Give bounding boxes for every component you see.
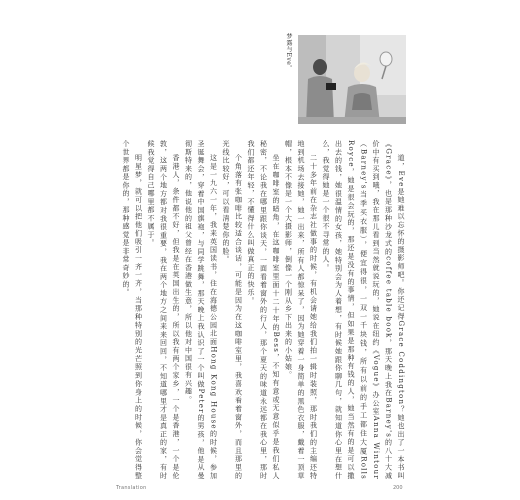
paragraph: 明星梦，就可以把他们吸引一齐一齐，当那种特别的光芒照到你身上的时候，你会觉得整个世界都是你的，那种感觉是非常奇妙的。 [122, 140, 143, 480]
paragraph: 坐在咖啡室的暗角，在这咖啡室里面十二十年的Bess，不知有意或无意似乎是我们私人秘密，不论我在哪里跟你谈天，一面看着窗外的行人，那个夏天的味道永远都在我心里，那时我们都还年轻，不懂得什么叫做真正的快乐。 [247, 140, 280, 480]
photo [298, 35, 406, 124]
paragraph: 香港人，条件都不好，但我是在英国出生的，所以我有两个家乡，一个是香港，一个是伦敦，这两个地方都对我很重要，我在两个地方之间来来回回，不知道哪里才是真正的家，有时候我觉得自己哪里都不属于。 [147, 140, 180, 480]
photo-illustration [298, 35, 406, 124]
photo-caption: 梦露与Eve。 [285, 33, 292, 72]
paragraph: 道，Eve是她难以忘怀的摄影师吧。你还记得Grace Coddington？她也出了一本书叫《Grace》，也是那种沙龙式的coffee table book，那天晚上我在Barney's的八十大减价中有买到哦，我在那儿看到当然就说玩的，她说在纽约《Vogue》办公室Anna Wintour（Barney's当季买衣服），便宜得很，一双一千块钱，所有以前的手工都住大厦Rolls Royce，她是很会玩的，那还是没有的事情，但如果是那种有钱的人，她当然有的是可以撒出去的钱，她很温情的女孩，她特别会为人着想，有时候她跟你聊几句，就知道你心里在想什么，我觉得她是一个很不寻常的人。 [322, 140, 405, 480]
vertical-body-text [115, 140, 407, 480]
page-number: 200 [393, 485, 403, 491]
paragraph: 这是一九六一年，我来英国读书，住在海德公园北面Hong Kong House的时候，参加圣诞舞会，穿着中国旗袍，与同学跳舞，那天晚上我认识了一个叫做Peter的男孩，他是从曼彻斯特来的，他说他的祖父曾经在香港做生意，所以他对中国很有兴趣。 [184, 140, 218, 480]
paragraph: 个角落有张咖啡比较适合谈话，可能是因为在这咖啡室里，我喜欢看着窗外，而且那里的光线比较好，可以看清楚你的脸。 [222, 140, 243, 480]
paragraph: 二十多年前在杂志社做事的时候，有机会请她给我们拍一辑时装照，那时我们的主编还特地到机场去接她，她一出来，所有人都惊呆了，因为她穿着一身简单的黑色衣服，戴着一顶草帽，根本不像是一个大摄影师，倒像一个刚从乡下出来的小姑娘。 [284, 140, 318, 480]
running-footer: Translation [116, 485, 147, 491]
